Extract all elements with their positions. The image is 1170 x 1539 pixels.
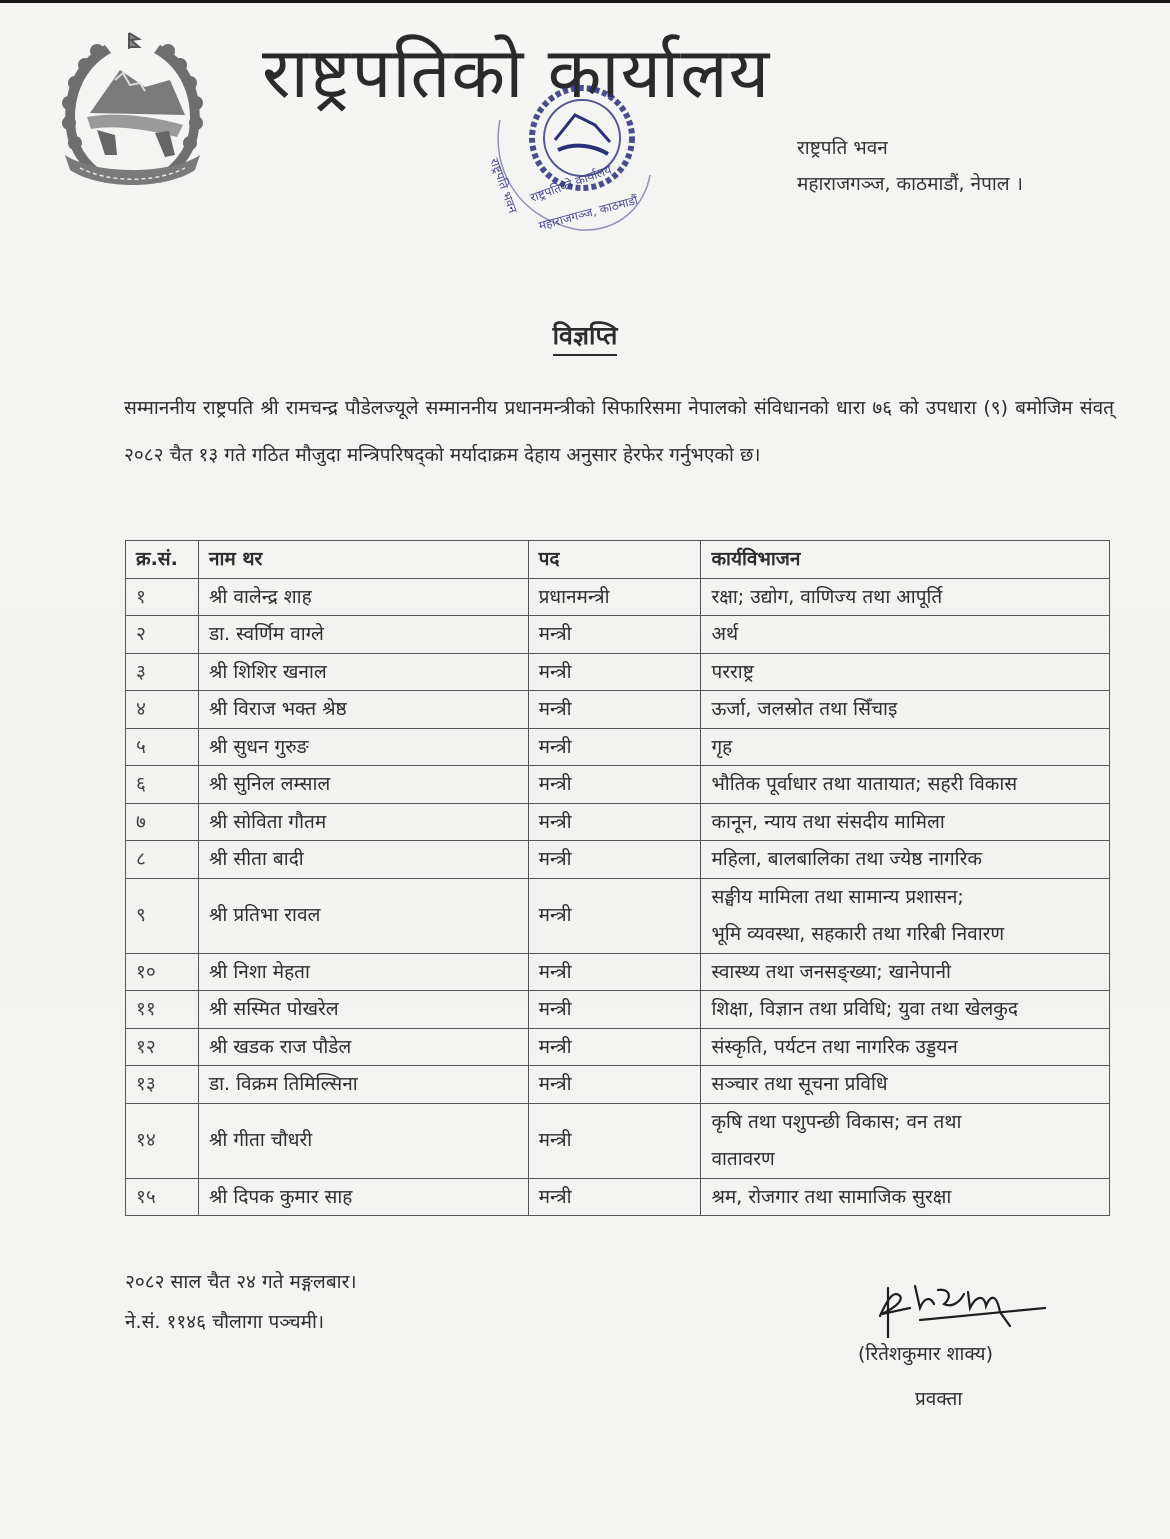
table-row bbox=[126, 1066, 1110, 1104]
minister-name: श्री सीता बादी bbox=[198, 841, 528, 879]
table-row bbox=[126, 691, 1110, 729]
minister-name: श्री शिशिर खनाल bbox=[198, 653, 528, 691]
serial: १ bbox=[126, 578, 199, 616]
table-row bbox=[126, 1103, 1110, 1178]
date-bikram-sambat: २०८२ साल चैत २४ गते मङ्गलबार। bbox=[125, 1271, 357, 1293]
notice-heading bbox=[0, 318, 1170, 352]
serial: ९ bbox=[126, 878, 199, 953]
minister-name: श्री गीता चौधरी bbox=[198, 1103, 528, 1178]
table-header-row bbox=[126, 541, 1110, 579]
portfolio: स्वास्थ्य तथा जनसङ्ख्या; खानेपानी bbox=[701, 953, 1110, 991]
svg-text:राष्ट्रपतिको कार्यालय: राष्ट्रपतिको कार्यालय bbox=[528, 162, 614, 205]
portfolio: शिक्षा, विज्ञान तथा प्रविधि; युवा तथा खेलकुद bbox=[701, 991, 1110, 1029]
table-row bbox=[126, 578, 1110, 616]
table-row bbox=[126, 728, 1110, 766]
portfolio: सञ्चार तथा सूचना प्रविधि bbox=[701, 1066, 1110, 1104]
minister-name: डा. स्वर्णिम वाग्ले bbox=[198, 616, 528, 654]
serial: ५ bbox=[126, 728, 199, 766]
table-row bbox=[126, 766, 1110, 804]
portfolio: गृह bbox=[701, 728, 1110, 766]
serial: १४ bbox=[126, 1103, 199, 1178]
post: मन्त्री bbox=[528, 841, 701, 879]
table-row bbox=[126, 653, 1110, 691]
portfolio-line-1: कृषि तथा पशुपन्छी विकास; वन तथा bbox=[711, 1110, 962, 1133]
minister-name: श्री सुनिल लम्साल bbox=[198, 766, 528, 804]
nepal-coat-of-arms-icon bbox=[45, 25, 220, 195]
serial: ६ bbox=[126, 766, 199, 804]
portfolio bbox=[701, 1103, 1110, 1178]
portfolio: ऊर्जा, जलस्रोत तथा सिँचाइ bbox=[701, 691, 1110, 729]
notice-body: सम्माननीय राष्ट्रपति श्री रामचन्द्र पौडेलज्यूले सम्माननीय प्रधानमन्त्रीको सिफारिसमा नेपालको संविधानको धारा ७६ को उपधारा (९) बमोजिम संवत् २०८२ चैत १३ गते गठित मौजुदा मन्त्रिपरिषद्को मर्यादाक्रम देहाय अनुसार हेरफेर गर्नुभएको छ। bbox=[124, 397, 1114, 466]
table-row bbox=[126, 1178, 1110, 1216]
serial: ४ bbox=[126, 691, 199, 729]
portfolio: कानून, न्याय तथा संसदीय मामिला bbox=[701, 803, 1110, 841]
post: मन्त्री bbox=[528, 953, 701, 991]
serial: ७ bbox=[126, 803, 199, 841]
portfolio: रक्षा; उद्योग, वाणिज्य तथा आपूर्ति bbox=[701, 578, 1110, 616]
header-post: पद bbox=[528, 541, 701, 579]
table-row bbox=[126, 953, 1110, 991]
post: मन्त्री bbox=[528, 616, 701, 654]
portfolio: परराष्ट्र bbox=[701, 653, 1110, 691]
portfolio-line-2: वातावरण bbox=[711, 1147, 775, 1170]
table-row bbox=[126, 991, 1110, 1029]
office-address bbox=[797, 130, 1023, 202]
minister-name: श्री विराज भक्त श्रेष्ठ bbox=[198, 691, 528, 729]
minister-name: श्री सुधन गुरुङ bbox=[198, 728, 528, 766]
svg-text:राष्ट्रपति भवन: राष्ट्रपति भवन bbox=[487, 156, 520, 215]
post: मन्त्री bbox=[528, 878, 701, 953]
portfolio bbox=[701, 878, 1110, 953]
office-seal-stamp-icon bbox=[470, 80, 670, 250]
table-row bbox=[126, 841, 1110, 879]
serial: १३ bbox=[126, 1066, 199, 1104]
serial: १५ bbox=[126, 1178, 199, 1216]
office-title: राष्ट्रपतिको कार्यालय bbox=[262, 32, 771, 114]
serial: २ bbox=[126, 616, 199, 654]
minister-name: श्री वालेन्द्र शाह bbox=[198, 578, 528, 616]
header-portfolio: कार्यविभाजन bbox=[701, 541, 1110, 579]
post: मन्त्री bbox=[528, 803, 701, 841]
minister-name: श्री निशा मेहता bbox=[198, 953, 528, 991]
address-line-1: राष्ट्रपति भवन bbox=[797, 137, 888, 159]
minister-name: डा. विक्रम तिमिल्सिना bbox=[198, 1066, 528, 1104]
table-row bbox=[126, 803, 1110, 841]
minister-name: श्री सोविता गौतम bbox=[198, 803, 528, 841]
post: मन्त्री bbox=[528, 728, 701, 766]
minister-name: श्री दिपक कुमार साह bbox=[198, 1178, 528, 1216]
serial: १२ bbox=[126, 1028, 199, 1066]
post: मन्त्री bbox=[528, 1028, 701, 1066]
header-name: नाम थर bbox=[198, 541, 528, 579]
portfolio-line-1: सङ्घीय मामिला तथा सामान्य प्रशासन; bbox=[711, 885, 964, 908]
post: मन्त्री bbox=[528, 1066, 701, 1104]
portfolio: भौतिक पूर्वाधार तथा यातायात; सहरी विकास bbox=[701, 766, 1110, 804]
address-line-2: महाराजगञ्ज, काठमाडौं, नेपाल । bbox=[797, 173, 1023, 195]
minister-name: श्री प्रतिभा रावल bbox=[198, 878, 528, 953]
table-row bbox=[126, 878, 1110, 953]
signatory-name: (रितेशकुमार शाक्य) bbox=[858, 1343, 993, 1365]
date-block bbox=[125, 1262, 357, 1342]
header-serial: क्र.सं. bbox=[126, 541, 199, 579]
minister-name: श्री खडक राज पौडेल bbox=[198, 1028, 528, 1066]
portfolio-line-2: भूमि व्यवस्था, सहकारी तथा गरिबी निवारण bbox=[711, 922, 1005, 945]
signatory-designation: प्रवक्ता bbox=[915, 1388, 963, 1410]
serial: १० bbox=[126, 953, 199, 991]
post: मन्त्री bbox=[528, 653, 701, 691]
top-border bbox=[0, 0, 1170, 3]
date-nepal-sambat: ने.सं. ११४६ चौलागा पञ्चमी। bbox=[125, 1311, 325, 1333]
post: मन्त्री bbox=[528, 1103, 701, 1178]
table-row bbox=[126, 1028, 1110, 1066]
serial: ८ bbox=[126, 841, 199, 879]
table-row bbox=[126, 616, 1110, 654]
svg-text:महाराजगञ्ज, काठमाडौं: महाराजगञ्ज, काठमाडौं bbox=[537, 192, 640, 233]
post: मन्त्री bbox=[528, 766, 701, 804]
post: मन्त्री bbox=[528, 991, 701, 1029]
post: प्रधानमन्त्री bbox=[528, 578, 701, 616]
post: मन्त्री bbox=[528, 691, 701, 729]
portfolio: श्रम, रोजगार तथा सामाजिक सुरक्षा bbox=[701, 1178, 1110, 1216]
minister-name: श्री सस्मित पोखरेल bbox=[198, 991, 528, 1029]
handwritten-signature-icon bbox=[860, 1268, 1050, 1338]
portfolio: महिला, बालबालिका तथा ज्येष्ठ नागरिक bbox=[701, 841, 1110, 879]
post: मन्त्री bbox=[528, 1178, 701, 1216]
notice-heading-text: विज्ञप्ति bbox=[553, 321, 618, 356]
serial: ३ bbox=[126, 653, 199, 691]
cabinet-table bbox=[125, 540, 1110, 1216]
serial: ११ bbox=[126, 991, 199, 1029]
portfolio: अर्थ bbox=[701, 616, 1110, 654]
portfolio: संस्कृति, पर्यटन तथा नागरिक उड्डयन bbox=[701, 1028, 1110, 1066]
